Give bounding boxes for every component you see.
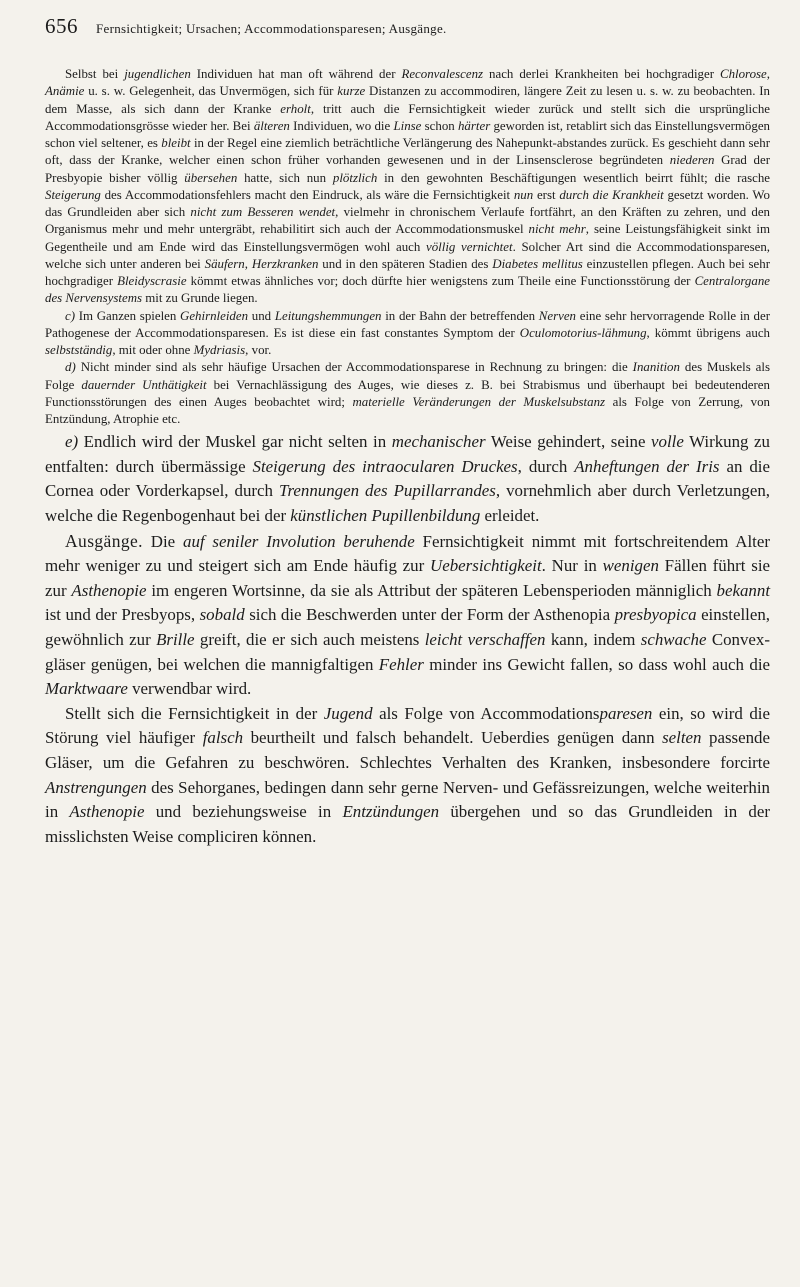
emphasis-text: erholt xyxy=(280,101,311,116)
emphasis-text: Centralorgane des Nervensystems xyxy=(45,274,770,306)
emphasis-text: dauernder Unthätigkeit xyxy=(81,377,207,392)
text-run: in den gewohnten Beschäftigungen wesentlich beirrt fühlt; die rasche xyxy=(377,170,771,185)
emphasis-text: Anheftungen der Iris xyxy=(574,456,720,476)
text-run: Stellt sich die Fernsichtigkeit in der xyxy=(65,703,324,723)
text-run: Endlich wird der Muskel gar nicht selten in xyxy=(78,432,392,452)
text-run: Convex-gläser genügen, bei welchen die mannigfaltigen xyxy=(45,630,770,674)
body-paragraph xyxy=(45,430,770,528)
text-run: bei Vernachlässigung des Auges, wie dieses z. B. bei Strabismus und überhaupt bei bedeutenderen Functionsstörungen des einen Auges beobachtet wird; xyxy=(45,377,770,409)
text-run: Grad der Presbyopie bisher völlig xyxy=(45,153,770,185)
emphasis-text: schwache xyxy=(640,630,707,649)
emphasis-text: selbstständig xyxy=(45,343,113,357)
text-run: Individuen hat man oft während der xyxy=(190,67,402,81)
text-run: Distanzen zu accommodiren, längere Zeit zu lesen u. s. w. zu beobachten. In dem Masse, als sich dann der Kranke xyxy=(45,84,771,116)
text-run: , tritt auch die Fernsichtigkeit wieder zurück und stellt sich die ursprüngliche Accommodationsgrösse wieder her. Bei xyxy=(45,101,770,133)
text-run: u. s. w. Gelegenheit, das Unvermögen, sich für xyxy=(84,84,338,99)
section-heading: Ausgänge. xyxy=(65,530,143,551)
emphasis-text: nicht mehr xyxy=(528,222,586,237)
text-run: Weise gehindert, seine xyxy=(485,432,652,452)
text-run: kann, indem xyxy=(545,630,641,649)
text-run: des Accommodationsfehlers macht den Eindruck, als wäre die Fernsichtigkeit xyxy=(100,187,514,202)
emphasis-text: auf seniler Involution beruhende xyxy=(183,531,415,551)
text-run: erst xyxy=(533,187,560,202)
emphasis-text: Gehirnleiden xyxy=(180,308,249,323)
emphasis-text: Brille xyxy=(156,630,195,649)
text-run: , durch xyxy=(517,456,575,476)
text-run: sich die Beschwerden unter der Form der Asthenopia xyxy=(244,605,615,625)
body-paragraph xyxy=(45,702,770,850)
emphasis-text: Asthenopie xyxy=(71,580,147,600)
emphasis-text: übersehen xyxy=(184,170,238,185)
text-run: nach derlei Krankheiten bei hochgradiger xyxy=(483,67,720,81)
text-run: an die Cornea oder Vorderkapsel, durch xyxy=(45,456,770,501)
emphasis-text: sobald xyxy=(199,605,245,625)
running-head: Fernsichtigkeit; Ursachen; Accommodationsparesen; Ausgänge. xyxy=(96,21,447,36)
text-run: ist und der Presbyops, xyxy=(45,605,200,625)
text-run: des Sehorganes, bedingen dann sehr gerne Nerven- und Gefässreizungen, welche weiterhin in xyxy=(45,777,770,822)
text-run: übergehen und so das Grundleiden in der misslichsten Weise compliciren können. xyxy=(45,802,770,846)
text-run: hatte, sich nun xyxy=(237,170,333,185)
text-run: Selbst bei xyxy=(65,67,125,81)
text-run: . Solcher Art sind die Accommodationsparesen, welche sich unter anderen bei xyxy=(45,239,771,271)
text-run: als Folge von Accommodations xyxy=(372,703,600,723)
text-run: . Nur in xyxy=(541,556,603,576)
text-run: , vornehmlich aber durch Verletzungen, welche die Regenbogenhaut bei der xyxy=(45,481,770,526)
text-run: , vor. xyxy=(245,343,272,357)
text-run: passende Gläser, um die Gefahren zu beschwören. Schlechtes Verhalten des Kranken, insbesondere forcirte xyxy=(45,728,771,772)
text-run: , mit oder ohne xyxy=(112,343,194,357)
text-run: Wirkung zu entfalten: durch übermässige xyxy=(45,432,770,476)
text-run: eine sehr hervorragende Rolle in der Pathogenese der Accommodationsparesen. Es ist diese ein fast constantes Symptom der xyxy=(45,308,771,340)
text-run: kömmt etwas ähnliches vor; doch dürfte hier wenigstens zum Theile eine Functionsstörung der xyxy=(186,274,695,288)
emphasis-text: materielle Veränderungen der Muskelsubstanz xyxy=(352,394,606,409)
emphasis-text: bekannt xyxy=(716,580,771,600)
emphasis-text: kurze xyxy=(337,84,366,99)
text-run: beurtheilt und falsch behandelt. Ueberdies genügen dann xyxy=(243,728,663,748)
emphasis-text: künstlichen Pupillenbildung xyxy=(290,506,481,526)
text-run: , seine Leistungsfähigkeit sinkt im Gegentheile und am Ende wird das Einstellungsvermögen wohl auch xyxy=(45,222,770,254)
emphasis-text: plötzlich xyxy=(332,170,378,185)
emphasis-text: Chlorose xyxy=(719,67,767,81)
emphasis-text: Marktwaare xyxy=(45,679,128,699)
emphasis-text: Anämie xyxy=(45,84,85,99)
emphasis-text: presbyopica xyxy=(614,605,697,625)
emphasis-text: d) xyxy=(65,360,76,375)
emphasis-text: Reconvalescenz xyxy=(401,67,484,81)
text-run: , kömmt übrigens auch xyxy=(646,325,770,340)
emphasis-text: selten xyxy=(662,728,702,748)
emphasis-text: Uebersichtigkeit xyxy=(430,556,542,576)
emphasis-text: niederen xyxy=(669,153,715,168)
emphasis-text: volle xyxy=(651,432,684,452)
emphasis-text: Herzkranken xyxy=(251,256,319,271)
text-run: greift, die er sich auch meistens xyxy=(194,630,425,649)
page-number: 656 xyxy=(45,14,78,38)
text-run: Fällen führt sie zur xyxy=(45,556,771,600)
emphasis-text: falsch xyxy=(202,728,244,748)
emphasis-text: Trennungen des Pupillarrandes xyxy=(278,481,496,501)
emphasis-text: älteren xyxy=(253,118,290,133)
emphasis-text: c) xyxy=(65,308,76,323)
emphasis-text: Fehler xyxy=(378,654,424,674)
emphasis-text: Entzündungen xyxy=(342,802,440,822)
page-header xyxy=(45,14,770,44)
text-run: ein, so wird die Störung viel häufiger xyxy=(45,703,771,748)
large-print-section xyxy=(45,430,770,849)
text-run: , vielmehr in chronischem Verlaufe fortfährt, an den Kräften zu zehren, und den Organismus mehr und mehr untergräbt, rehabilitirt sich auch der Accommodationsmuskel xyxy=(45,205,770,237)
emphasis-text: Asthenopie xyxy=(69,802,145,822)
text-run: Nicht minder sind als sehr häufige Ursachen der Accommodationsparese in Rechnung zu bringen: die xyxy=(75,360,633,375)
emphasis-text: wenigen xyxy=(602,556,659,576)
text-run: in der Regel eine ziemlich beträchtliche Verlängerung des Nahepunkt-abstandes zurück. Es geschieht dann sehr oft, dass der Kranke, welcher einen schon früher vorhanden gewesenen und in der Linsensclerose begründeten xyxy=(45,136,770,168)
text-run: verwendbar wird. xyxy=(127,679,252,699)
text-run: minder ins Gewicht fallen, so dass wohl auch die xyxy=(423,654,771,674)
text-run: mit zu Grunde liegen. xyxy=(142,291,258,306)
emphasis-text: Säufern xyxy=(204,256,245,271)
text-run: erleidet. xyxy=(480,506,540,526)
emphasis-text: völlig vernichtet xyxy=(426,239,513,254)
text-run: als Folge von Zerrung, von Entzündung, Atrophie etc. xyxy=(45,394,770,426)
emphasis-text: Jugend xyxy=(323,703,373,723)
emphasis-text: Nerven xyxy=(538,308,577,323)
text-run: Die xyxy=(142,531,183,551)
emphasis-text: paresen xyxy=(599,703,653,723)
text-run: und beziehungsweise in xyxy=(144,802,343,822)
text-run: , xyxy=(244,256,252,271)
emphasis-text: Bleidyscrasie xyxy=(117,274,187,288)
emphasis-text: Anstrengungen xyxy=(45,777,147,797)
emphasis-text: Steigerung des intraocularen Druckes xyxy=(252,456,518,476)
text-run: einzustellen pflegen. Auch bei sehr hochgradiger xyxy=(45,256,771,288)
text-run: Im Ganzen spielen xyxy=(75,308,181,323)
emphasis-text: nicht zum Besseren wendet xyxy=(190,205,336,219)
text-run: Individuen, wo die xyxy=(289,118,394,133)
emphasis-text: Oculomotorius-lähmung xyxy=(519,325,647,340)
text-run: Fernsichtigkeit nimmt mit fortschreitendem Alter mehr weniger zu und steigert sich am Ende häufig zur xyxy=(45,531,770,576)
emphasis-text: Steigerung xyxy=(45,187,101,202)
emphasis-text: Mydriasis xyxy=(193,343,246,357)
text-run: des Muskels als Folge xyxy=(45,360,771,392)
emphasis-text: Inanition xyxy=(632,360,680,375)
body-paragraph xyxy=(45,66,770,308)
emphasis-text: Linse xyxy=(393,118,422,133)
text-run: geworden ist, retablirt sich das Einstellungsvermögen schon viel seltener, es xyxy=(45,118,770,150)
text-run: und in den späteren Stadien des xyxy=(318,256,493,271)
emphasis-text: jugendlichen xyxy=(124,67,191,81)
emphasis-text: bleibt xyxy=(161,136,191,150)
text-run: und xyxy=(248,308,275,323)
emphasis-text: nun xyxy=(513,187,534,202)
emphasis-text: mechanischer xyxy=(391,432,486,452)
body-paragraph xyxy=(45,529,770,702)
text-run: , xyxy=(766,67,770,81)
emphasis-text: e) xyxy=(65,432,79,452)
emphasis-text: Leitungshemmungen xyxy=(274,308,382,323)
body-paragraph xyxy=(45,359,770,428)
emphasis-text: durch die Krankheit xyxy=(559,187,664,202)
small-print-section xyxy=(45,66,770,428)
text-run: gesetzt worden. Wo das Grundleiden aber sich xyxy=(45,187,770,219)
text-run: im engeren Wortsinne, da sie als Attribut der späteren Lebensperioden männiglich xyxy=(146,580,717,600)
emphasis-text: Diabetes mellitus xyxy=(492,256,583,271)
emphasis-text: leicht verschaffen xyxy=(424,630,546,649)
text-run: schon xyxy=(421,118,458,133)
body-paragraph xyxy=(45,308,770,360)
emphasis-text: härter xyxy=(457,118,491,133)
text-run: in der Bahn der betreffenden xyxy=(381,308,539,323)
text-run: einstellen, gewöhnlich zur xyxy=(45,605,771,649)
